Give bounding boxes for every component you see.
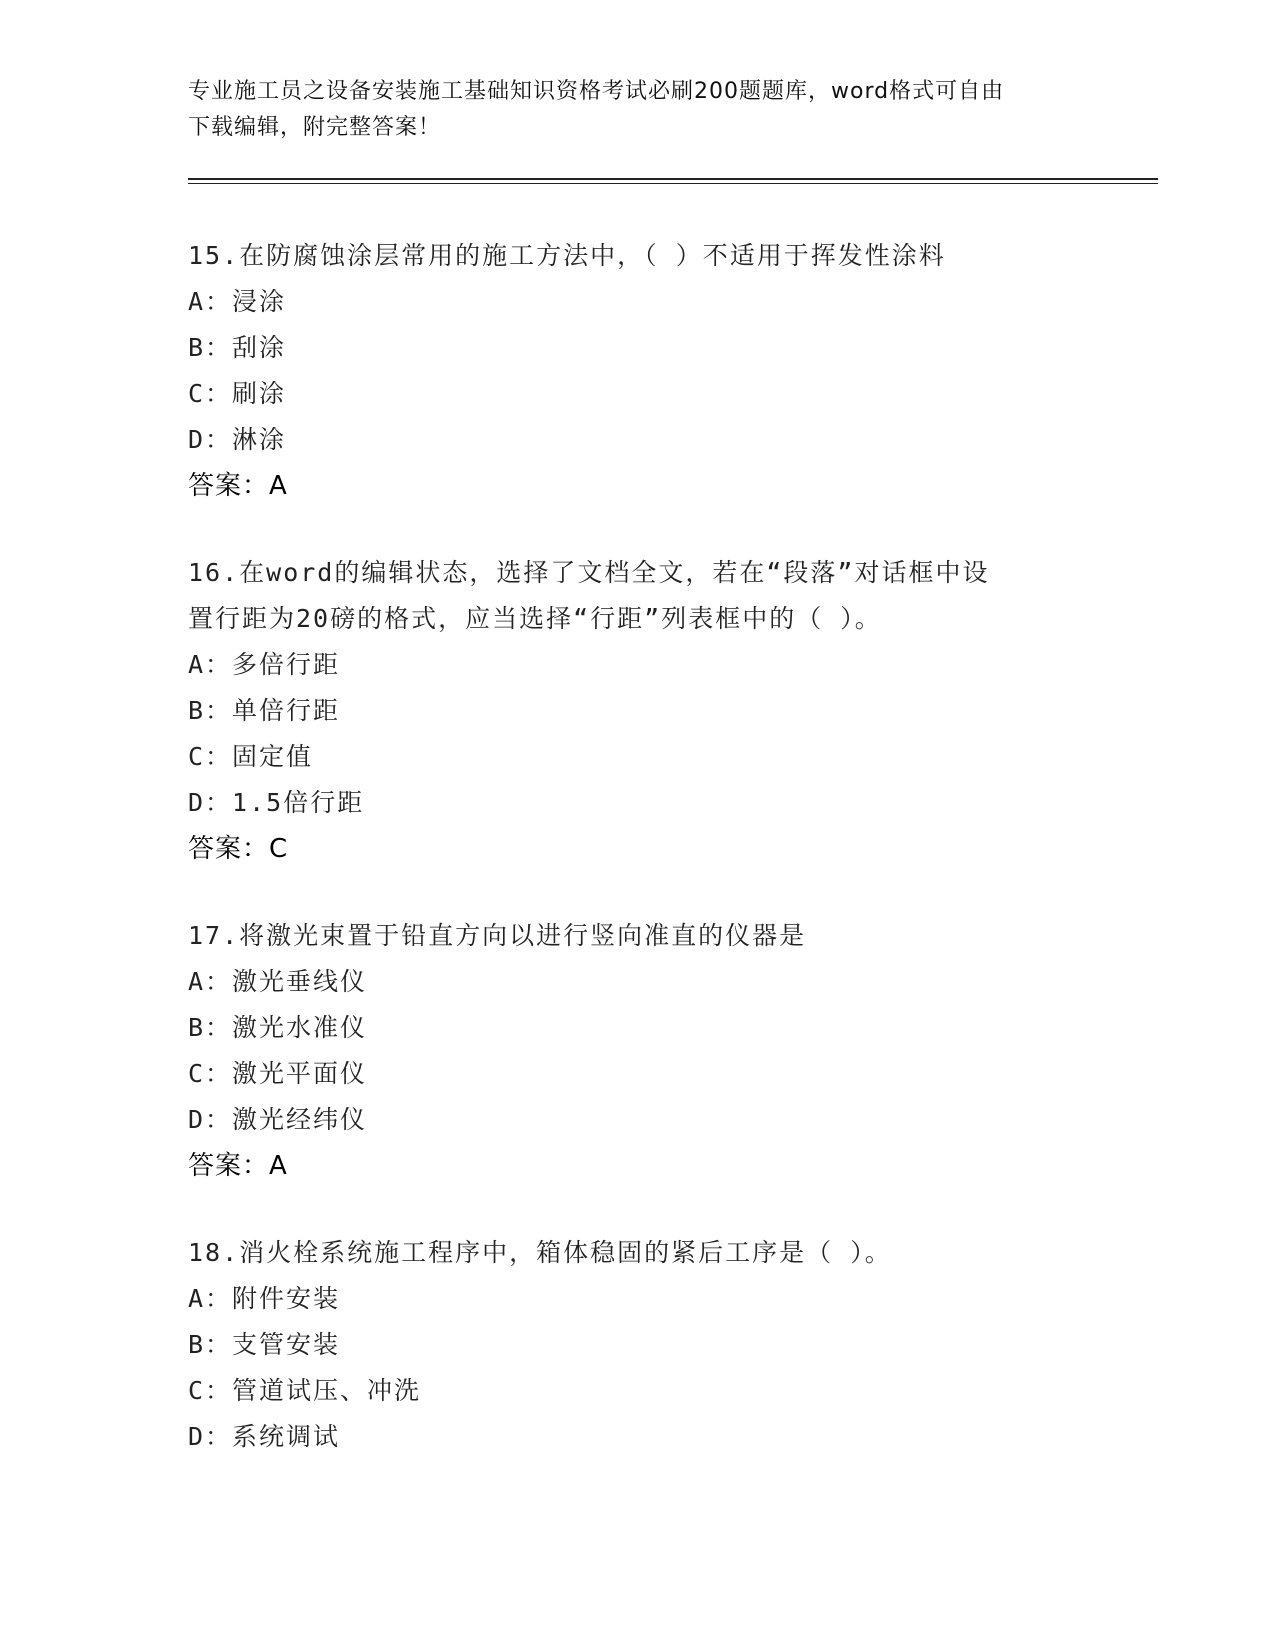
answer: 答案：A	[188, 471, 288, 501]
question-stem: 18.消火栓系统施工程序中，箱体稳固的紧后工序是（ ）。	[188, 1238, 892, 1267]
answer: 答案：C	[188, 834, 289, 864]
option-d: D：1.5倍行距	[188, 788, 365, 817]
option-b: B：支管安装	[188, 1330, 341, 1359]
header-divider-thin	[188, 183, 1158, 184]
question-stem: 17.将激光束置于铅直方向以进行竖向准直的仪器是	[188, 921, 807, 950]
option-a: A：附件安装	[188, 1284, 341, 1313]
answer: 答案：A	[188, 1151, 288, 1181]
question-16	[188, 550, 1148, 872]
question-list	[188, 233, 1148, 1501]
question-15	[188, 233, 1148, 509]
option-c: C：激光平面仪	[188, 1059, 368, 1088]
option-d: D：激光经纬仪	[188, 1105, 368, 1134]
document-header	[188, 74, 1078, 146]
header-line-2: 下载编辑，附完整答案！	[188, 115, 442, 140]
option-c: C：管道试压、冲洗	[188, 1376, 422, 1405]
header-divider-thick	[188, 178, 1158, 180]
question-17	[188, 913, 1148, 1189]
option-b: B：单倍行距	[188, 696, 341, 725]
header-line-1: 专业施工员之设备安装施工基础知识资格考试必刷200题题库，word格式可自由	[188, 79, 1005, 104]
option-b: B：激光水准仪	[188, 1013, 368, 1042]
option-a: A：浸涂	[188, 287, 287, 316]
option-a: A：多倍行距	[188, 650, 341, 679]
option-c: C：刷涂	[188, 379, 287, 408]
question-18	[188, 1230, 1148, 1460]
option-b: B：刮涂	[188, 333, 287, 362]
question-stem-line-1: 16.在word的编辑状态，选择了文档全文，若在“段落”对话框中设	[188, 558, 990, 587]
question-stem-line-2: 置行距为20磅的格式，应当选择“行距”列表框中的（ ）。	[188, 604, 882, 633]
option-d: D：系统调试	[188, 1422, 341, 1451]
option-c: C：固定值	[188, 742, 314, 771]
question-stem: 15.在防腐蚀涂层常用的施工方法中，（ ）不适用于挥发性涂料	[188, 241, 946, 270]
option-a: A：激光垂线仪	[188, 967, 368, 996]
option-d: D：淋涂	[188, 425, 287, 454]
